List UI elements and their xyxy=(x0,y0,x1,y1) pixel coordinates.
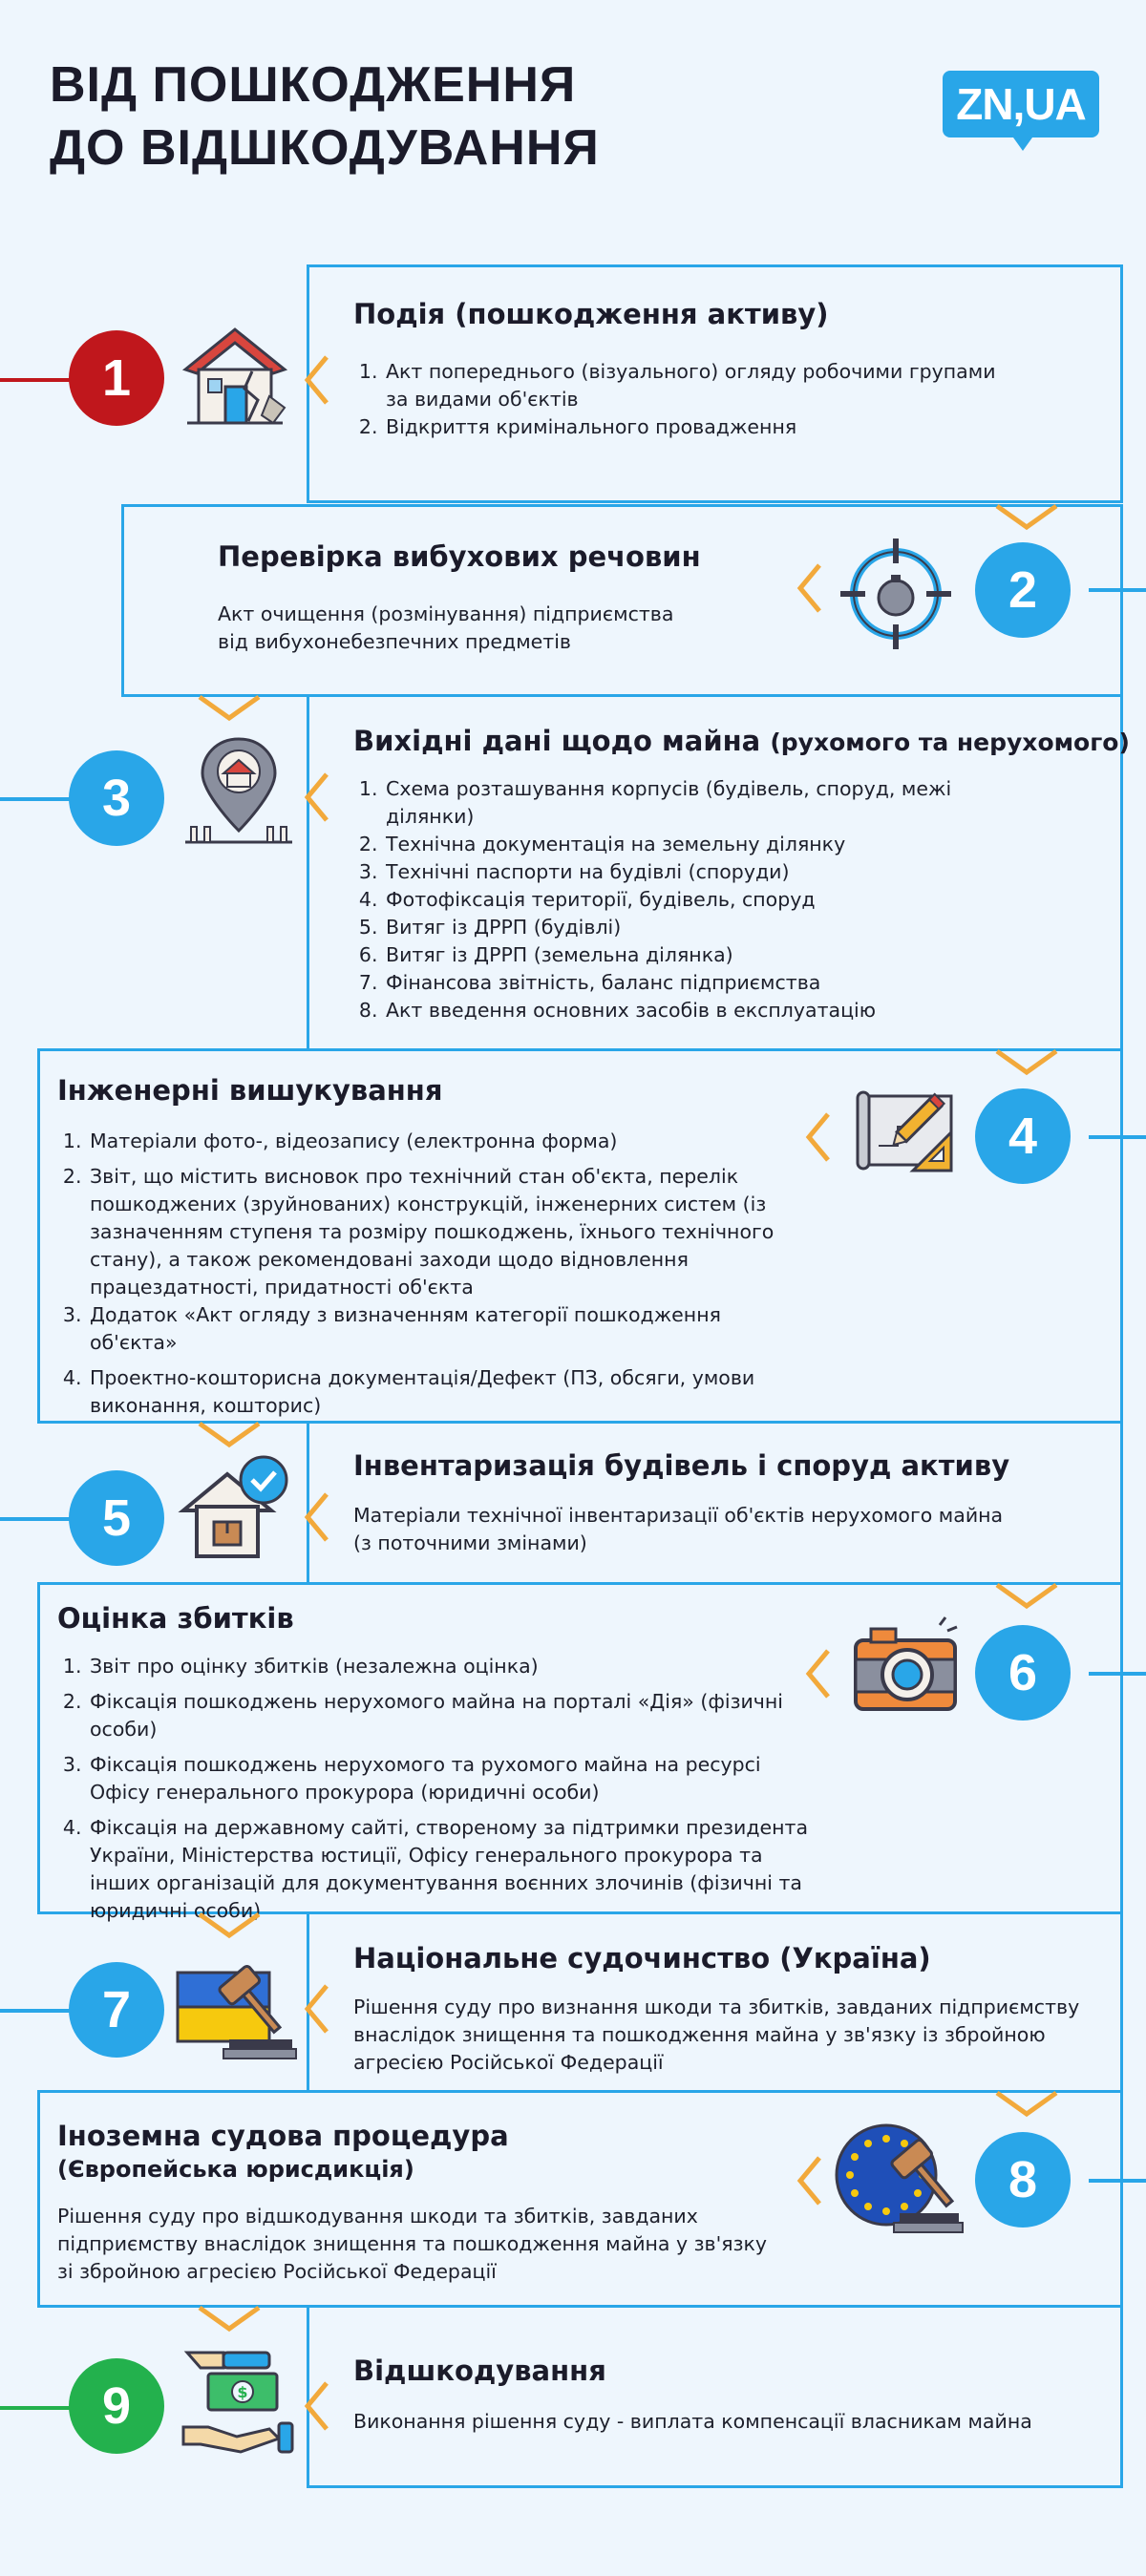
step-9-chevron xyxy=(304,2381,332,2431)
text-line: внаслідок знищення та пошкодження майна у зв'язку із збройною xyxy=(353,2023,1046,2046)
step-8-number-badge: 8 xyxy=(975,2132,1071,2228)
step-4-chevron xyxy=(805,1112,834,1162)
step-8-title: Іноземна судова процедура xyxy=(57,2120,509,2152)
step-7-connector-line xyxy=(0,2009,76,2013)
step-8-text xyxy=(57,2203,802,2286)
text-line: агресією Російської Федерації xyxy=(353,2051,664,2074)
zn-ua-logo[interactable]: ZN,UA xyxy=(943,71,1099,137)
step-4-down-chevron xyxy=(196,1420,263,1448)
text-line: Рішення суду про відшкодування шкоди та збитків, завданих xyxy=(57,2205,698,2228)
text-line: (з поточними змінами) xyxy=(353,1531,587,1554)
step-1-chevron xyxy=(304,355,332,405)
list-item: 8. Акт введення основних засобів в експлуатацію xyxy=(384,997,965,1024)
list-item: 2. Звіт, що містить висновок про технічний стан об'єкта, перелік пошкоджених (зруйнованих) конструкцій, інженерних систем (із зазначенням ступеня та розміру пошкоджень, їхнього технічного стану), а також рекомендовані заходи щодо відновлення працездатності, придатності об'єкта xyxy=(88,1163,802,1301)
step-3-title-suffix: (рухомого та нерухомого) xyxy=(770,728,1130,756)
step-6-list xyxy=(57,1653,812,1925)
step-7-title: Національне судочинство (Україна) xyxy=(353,1942,931,1974)
camera-icon xyxy=(848,1615,963,1722)
step-1-connector-line xyxy=(0,378,76,382)
step-9-text xyxy=(353,2408,1098,2436)
list-item: 1. Звіт про оцінку збитків (незалежна оцінка) xyxy=(88,1653,812,1680)
step-6-down-chevron xyxy=(196,1911,263,1939)
step-5-connector-line xyxy=(0,1517,76,1521)
list-item: 2. Відкриття кримінального провадження xyxy=(384,413,1022,441)
list-item: 3. Додаток «Акт огляду з визначенням категорії пошкодження об'єкта» xyxy=(88,1301,802,1357)
step-3-list xyxy=(353,775,965,1024)
list-item: 4. Фіксація на державному сайті, створеному за підтримки президента України, Міністерства юстиції, Офісу генерального прокурора та інших організацій для документування воєнних злочинів (фізичні та юридичні особи) xyxy=(88,1814,812,1925)
step-1-list xyxy=(353,358,1022,441)
text-line: зі збройною агресією Російської Федерації xyxy=(57,2260,497,2283)
step-7-text xyxy=(353,1994,1098,2077)
text-line: від вибухонебезпечних предметів xyxy=(218,630,571,653)
step-5-chevron xyxy=(304,1492,332,1542)
step-4-number-badge: 4 xyxy=(975,1088,1071,1184)
list-item: 7. Фінансова звітність, баланс підприємства xyxy=(384,969,965,997)
text-line: Матеріали технічної інвентаризації об'єктів нерухомого майна xyxy=(353,1504,1004,1527)
step-8-chevron xyxy=(796,2156,825,2206)
list-item: 1. Схема розташування корпусів (будівель, споруд, межі ділянки) xyxy=(384,775,965,831)
step-4-list xyxy=(57,1128,802,1420)
eu-flag-gavel-icon xyxy=(833,2122,966,2236)
step-8-subtitle: (Європейська юрисдикція) xyxy=(57,2156,414,2183)
damaged-house-icon xyxy=(178,320,292,434)
step-2-number-badge: 2 xyxy=(975,542,1071,638)
step-7-chevron xyxy=(304,1984,332,2034)
step-6-number-badge: 6 xyxy=(975,1625,1071,1721)
text-line: Рішення суду про визнання шкоди та збитків, завданих підприємству xyxy=(353,1995,1080,2018)
house-check-icon xyxy=(178,1451,292,1566)
step-5-title: Інвентаризація будівель і споруд активу xyxy=(353,1449,1010,1482)
step-4-title: Інженерні вишукування xyxy=(57,1074,443,1107)
step-2-title: Перевірка вибухових речовин xyxy=(218,540,701,573)
step-9-number-badge: 9 xyxy=(69,2358,164,2454)
page-title-line-1: ВІД ПОШКОДЖЕННЯ xyxy=(50,57,577,113)
list-item: 1. Матеріали фото-, відеозапису (електронна форма) xyxy=(88,1128,802,1155)
step-7-down-chevron xyxy=(993,2089,1060,2118)
step-6-title: Оцінка збитків xyxy=(57,1602,294,1635)
step-5-text xyxy=(353,1502,1079,1557)
list-item: 3. Технічні паспорти на будівлі (споруди) xyxy=(384,858,965,886)
step-3-title xyxy=(353,725,1130,757)
list-item: 1. Акт попереднього (візуального) огляду робочими групами за видами об'єктів xyxy=(384,358,1022,413)
step-2-text xyxy=(218,601,791,656)
step-2-connector-line xyxy=(1089,588,1146,592)
step-3-number-badge: 3 xyxy=(69,750,164,846)
step-9-connector-line xyxy=(0,2406,76,2410)
step-7-number-badge: 7 xyxy=(69,1962,164,2058)
step-3-down-chevron xyxy=(993,1047,1060,1076)
list-item: 2. Фіксація пошкоджень нерухомого майна на порталі «Дія» (фізичні особи) xyxy=(88,1688,812,1743)
step-8-down-chevron xyxy=(196,2304,263,2333)
step-9-box xyxy=(307,2305,1123,2488)
blueprint-pencil-icon xyxy=(856,1079,961,1184)
step-6-connector-line xyxy=(1089,1672,1146,1676)
svg-text:$: $ xyxy=(237,2383,248,2401)
text-line: Виконання рішення суду - виплата компенсації власникам майна xyxy=(353,2410,1032,2433)
step-1-title: Подія (пошкодження активу) xyxy=(353,298,829,330)
text-line: Акт очищення (розмінування) підприємства xyxy=(218,602,674,625)
step-1-number-badge: 1 xyxy=(69,330,164,426)
step-3-chevron xyxy=(304,772,332,822)
list-item: 5. Витяг із ДРРП (будівлі) xyxy=(384,914,965,941)
step-2-down-chevron xyxy=(196,693,263,722)
list-item: 3. Фіксація пошкоджень нерухомого та рухомого майна на ресурсі Офісу генерального прокурора (юридичні особи) xyxy=(88,1751,812,1806)
page-title-line-2: ДО ВІДШКОДУВАННЯ xyxy=(50,120,600,176)
step-4-connector-line xyxy=(1089,1135,1146,1139)
ukraine-flag-gavel-icon xyxy=(174,1959,298,2064)
step-3-connector-line xyxy=(0,797,76,801)
step-1-down-chevron xyxy=(993,502,1060,531)
step-3-title-main: Вихідні дані щодо майна xyxy=(353,725,761,757)
step-9-title: Відшкодування xyxy=(353,2354,606,2387)
step-5-number-badge: 5 xyxy=(69,1470,164,1566)
text-line: підприємству внаслідок знищення та пошкодження майна у зв'язку xyxy=(57,2232,768,2255)
step-5-down-chevron xyxy=(993,1581,1060,1610)
page-title xyxy=(50,53,600,179)
bomb-crosshair-icon xyxy=(838,537,953,651)
list-item: 4. Фотофіксація території, будівель, споруд xyxy=(384,886,965,914)
step-2-chevron xyxy=(796,563,825,613)
property-pin-icon xyxy=(181,735,296,850)
list-item: 4. Проектно-кошторисна документація/Дефект (ПЗ, обсяги, умови виконання, кошторис) xyxy=(88,1364,802,1420)
money-hands-icon xyxy=(180,2339,294,2463)
step-8-connector-line xyxy=(1089,2179,1146,2183)
list-item: 2. Технічна документація на земельну ділянку xyxy=(384,831,965,858)
list-item: 6. Витяг із ДРРП (земельна ділянка) xyxy=(384,941,965,969)
